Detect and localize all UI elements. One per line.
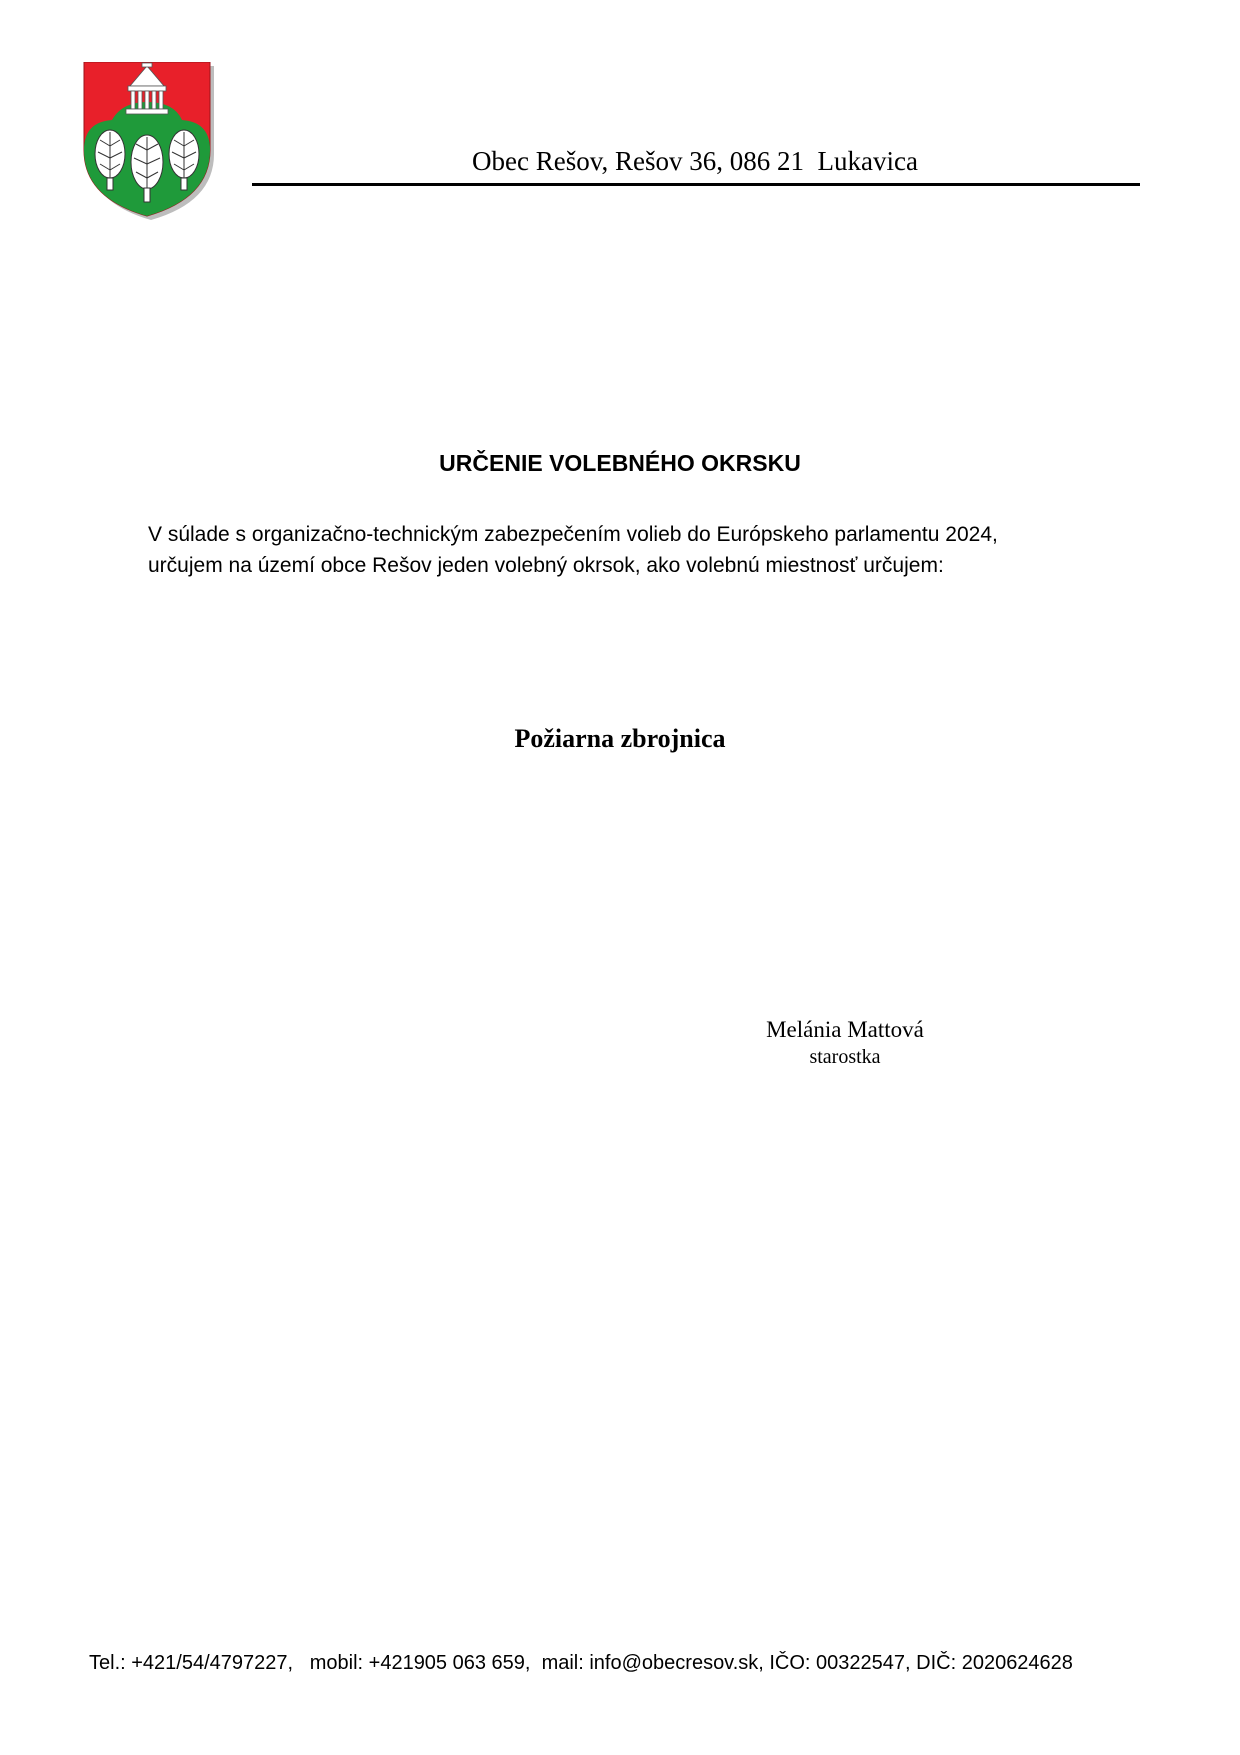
signature-block — [740, 1015, 950, 1069]
paragraph-line: určujem na území obce Rešov jeden volebný okrsok, ako volebnú miestnosť určujem: — [148, 554, 944, 577]
polling-place: Požiarna zbrojnica — [514, 724, 726, 753]
header-address: Obec Rešov, Rešov 36, 086 21 Lukavica — [472, 146, 918, 176]
signatory-name: Melánia Mattová — [766, 1017, 924, 1042]
document-title: URČENIE VOLEBNÉHO OKRSKU — [439, 450, 801, 476]
coat-of-arms-icon — [82, 62, 218, 222]
paragraph-line: V súlade s organizačno-technickým zabezpečením volieb do Európskeho parlamentu 2024, — [148, 523, 998, 546]
header-divider — [252, 183, 1140, 186]
signatory-role: starostka — [809, 1046, 881, 1068]
body-paragraph — [148, 519, 1148, 581]
footer-contact: Tel.: +421/54/4797227, mobil: +421905 063 659, mail: info@obecresov.sk, IČO: 00322547, DIČ: 2020624628 — [89, 1652, 1073, 1674]
